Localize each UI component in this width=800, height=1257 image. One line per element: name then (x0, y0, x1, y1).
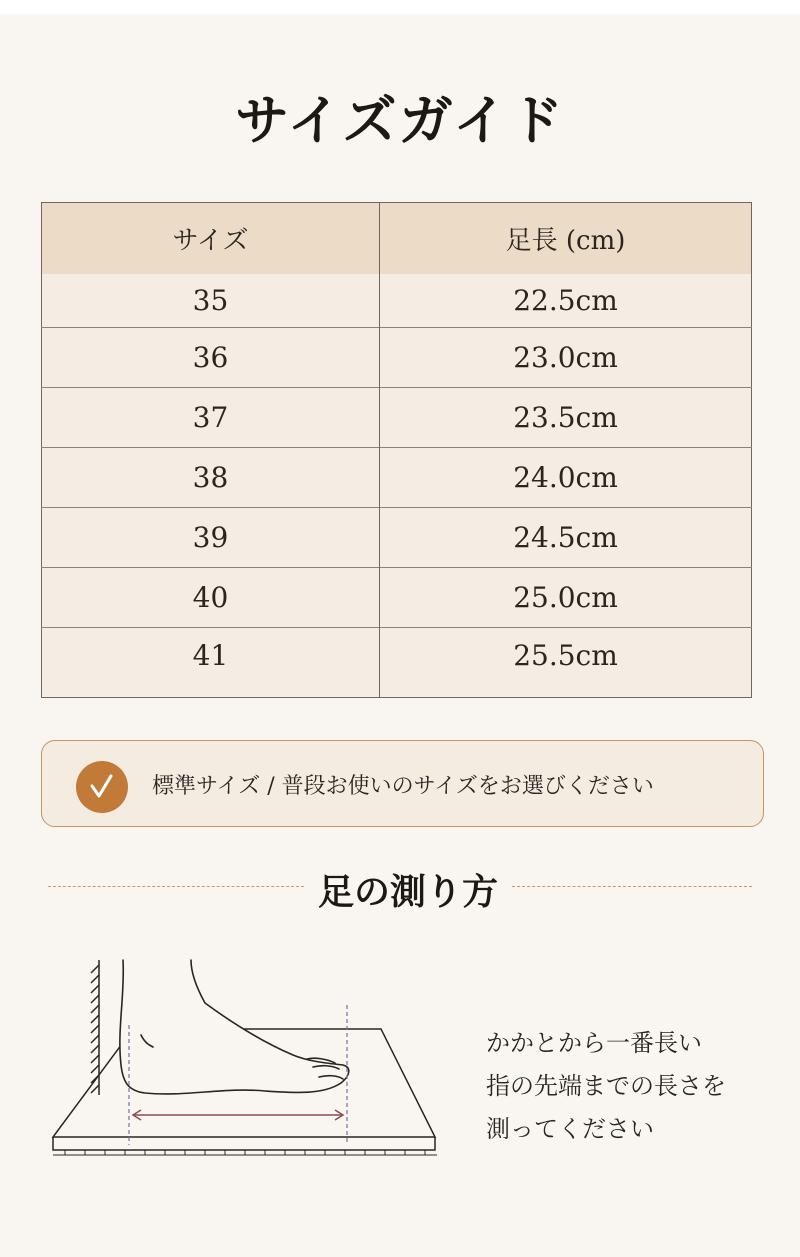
foot-icon (120, 960, 349, 1094)
length-cell: 24.0cm (380, 448, 752, 508)
top-band (0, 0, 800, 14)
check-icon (76, 761, 128, 813)
column-header-foot-length: 足長 (cm) (380, 203, 752, 274)
table-row (42, 328, 752, 388)
table-row (42, 448, 752, 508)
size-cell: 36 (42, 328, 380, 388)
length-cell: 22.5cm (380, 274, 752, 328)
instruction-line: 指の先端までの長さを (486, 1072, 726, 1100)
section-title: 足の測り方 (317, 871, 498, 913)
column-header-size: サイズ (42, 203, 380, 274)
length-cell: 24.5cm (380, 508, 752, 568)
measurement-arrow (133, 1110, 343, 1120)
length-cell: 23.0cm (380, 328, 752, 388)
page-title: サイズガイド (234, 88, 566, 152)
instruction-line: 測ってください (486, 1115, 654, 1143)
section-divider-left (48, 886, 304, 887)
table-row (42, 568, 752, 628)
table-row (42, 388, 752, 448)
instruction-line: かかとから一番長い (486, 1029, 702, 1057)
length-cell: 25.5cm (380, 628, 752, 698)
wall-icon (91, 960, 99, 1095)
size-note-box (41, 740, 764, 827)
length-cell: 25.0cm (380, 568, 752, 628)
foot-measurement-illustration (45, 955, 445, 1169)
size-cell: 37 (42, 388, 380, 448)
size-cell: 35 (42, 274, 380, 328)
size-note-text: 標準サイズ / 普段お使いのサイズをお選びください (152, 774, 654, 799)
measurement-instructions (486, 1022, 726, 1151)
length-cell: 23.5cm (380, 388, 752, 448)
table-row (42, 508, 752, 568)
table-header-row (42, 203, 752, 274)
size-cell: 39 (42, 508, 380, 568)
table-row (42, 274, 752, 328)
table-row (42, 628, 752, 698)
size-cell: 40 (42, 568, 380, 628)
size-cell: 41 (42, 628, 380, 698)
size-cell: 38 (42, 448, 380, 508)
size-table (41, 202, 752, 698)
section-divider-right (512, 886, 752, 887)
